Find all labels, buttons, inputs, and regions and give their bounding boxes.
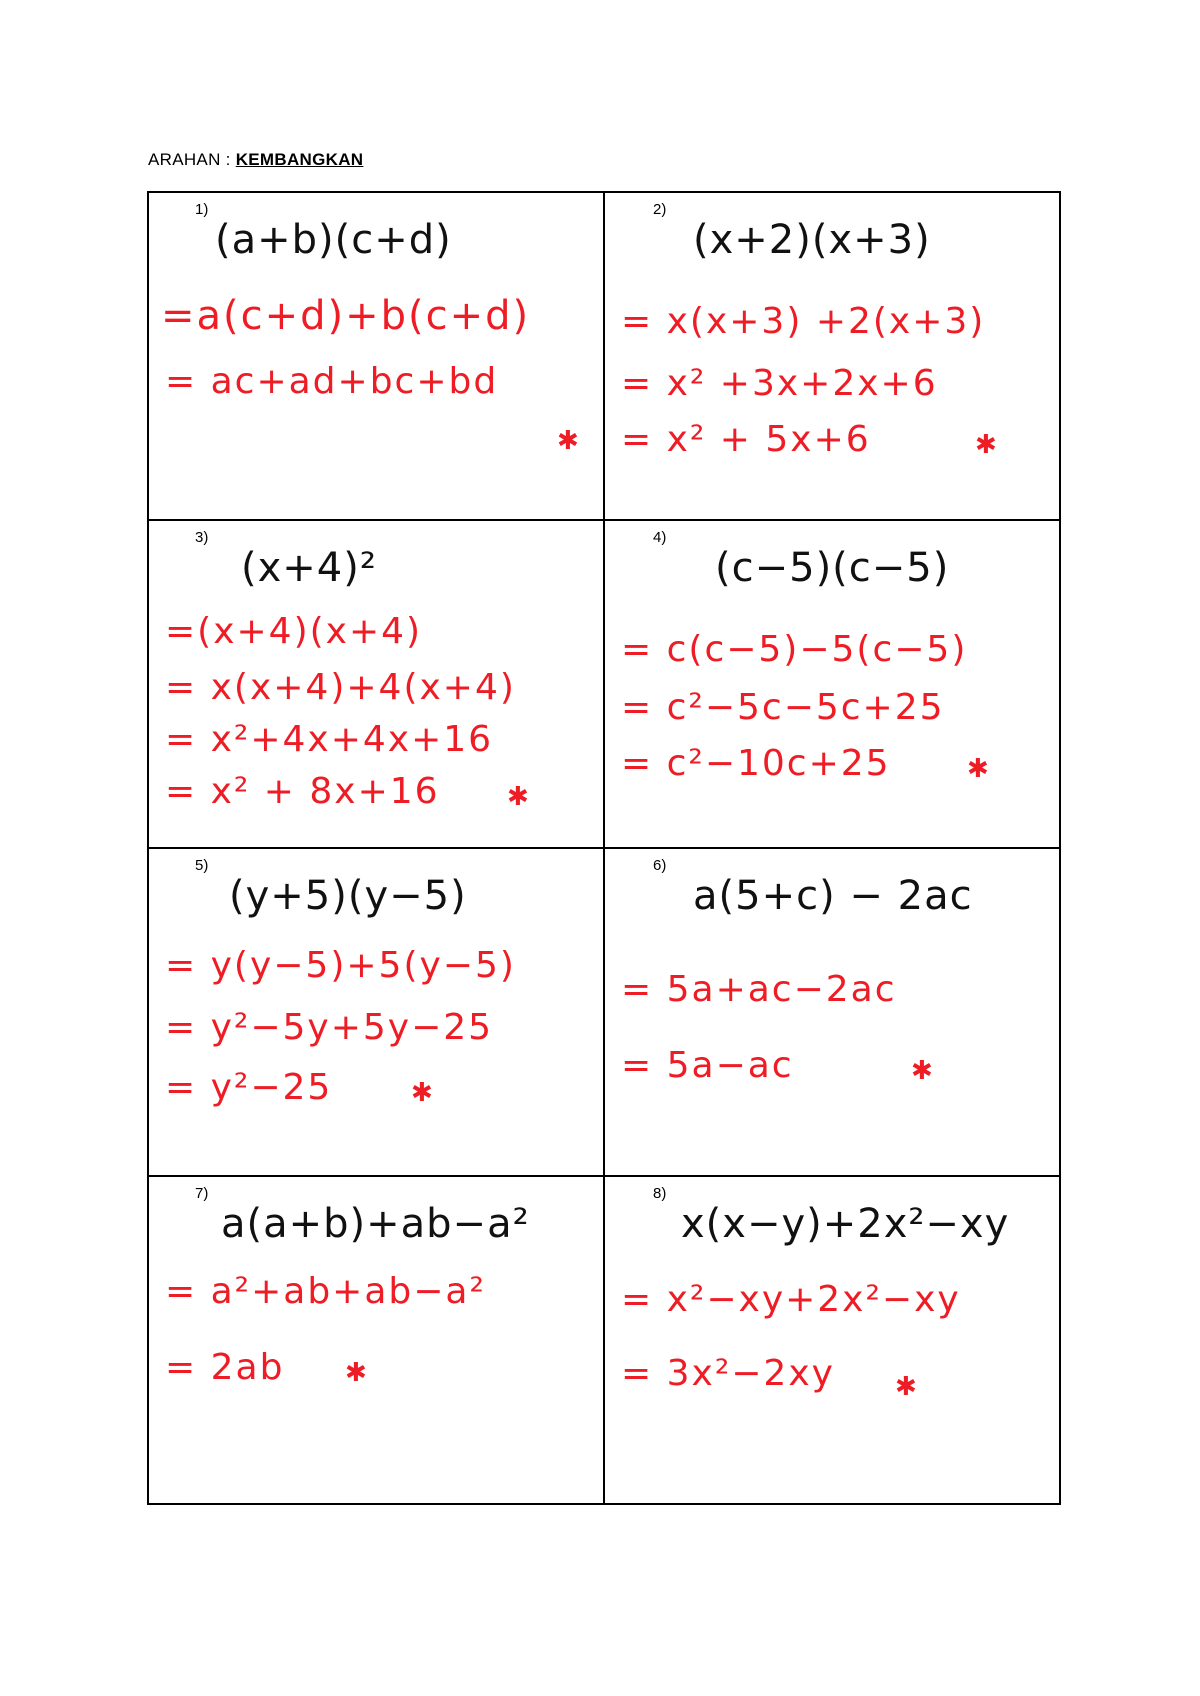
problem-cell-5 [149,849,605,1177]
final-answer-mark: ✱ [345,1357,367,1387]
problem-number: 5) [195,857,209,874]
question: (y+5)(y−5) [229,873,467,919]
problem-number: 4) [653,529,667,546]
problem-number: 2) [653,201,667,218]
problem-cell-4 [605,521,1061,849]
instruction-keyword: KEMBANGKAN [235,150,364,169]
question: (a+b)(c+d) [215,217,452,263]
problem-cell-8 [605,1177,1061,1505]
question: (c−5)(c−5) [715,545,950,591]
question: a(5+c) − 2ac [693,873,973,919]
final-answer-mark: ✱ [507,781,529,811]
step-line: = x² + 5x+6 [621,419,871,460]
step-line: = ac+ad+bc+bd [165,361,499,402]
worksheet-grid [147,191,1061,1505]
instruction-prefix: ARAHAN : [148,150,236,169]
step-line: =(x+4)(x+4) [165,611,423,652]
step-line: = 2ab [165,1347,285,1388]
step-line: = x(x+4)+4(x+4) [165,667,516,708]
instruction [148,150,363,170]
step-line: = x²−xy+2x²−xy [621,1279,961,1320]
problem-number: 1) [195,201,209,218]
problem-cell-3 [149,521,605,849]
problem-number: 3) [195,529,209,546]
final-answer-mark: ✱ [975,429,997,459]
final-answer-mark: ✱ [895,1371,917,1401]
step-line: = 3x²−2xy [621,1353,835,1394]
step-line: = y²−25 [165,1067,333,1108]
question: (x+4)² [241,545,377,591]
question: a(a+b)+ab−a² [221,1201,530,1247]
step-line: = c²−10c+25 [621,743,891,784]
problem-cell-7 [149,1177,605,1505]
step-line: = y(y−5)+5(y−5) [165,945,516,986]
final-answer-mark: ✱ [967,753,989,783]
step-line: = x(x+3) +2(x+3) [621,301,986,342]
problem-number: 6) [653,857,667,874]
problem-number: 7) [195,1185,209,1202]
final-answer-mark: ✱ [557,425,579,455]
problem-cell-2 [605,193,1061,521]
step-line: = c(c−5)−5(c−5) [621,629,968,670]
step-line: = x²+4x+4x+16 [165,719,494,760]
step-line: = x² + 8x+16 [165,771,440,812]
final-answer-mark: ✱ [411,1077,433,1107]
problem-cell-6 [605,849,1061,1177]
step-line: = c²−5c−5c+25 [621,687,945,728]
step-line: = a²+ab+ab−a² [165,1271,486,1312]
problem-number: 8) [653,1185,667,1202]
step-line: =a(c+d)+b(c+d) [161,293,531,339]
problem-cell-1 [149,193,605,521]
step-line: = 5a−ac [621,1045,794,1086]
step-line: = y²−5y+5y−25 [165,1007,494,1048]
final-answer-mark: ✱ [911,1055,933,1085]
question: x(x−y)+2x²−xy [681,1201,1010,1247]
question: (x+2)(x+3) [693,217,931,263]
step-line: = x² +3x+2x+6 [621,363,938,404]
step-line: = 5a+ac−2ac [621,969,897,1010]
